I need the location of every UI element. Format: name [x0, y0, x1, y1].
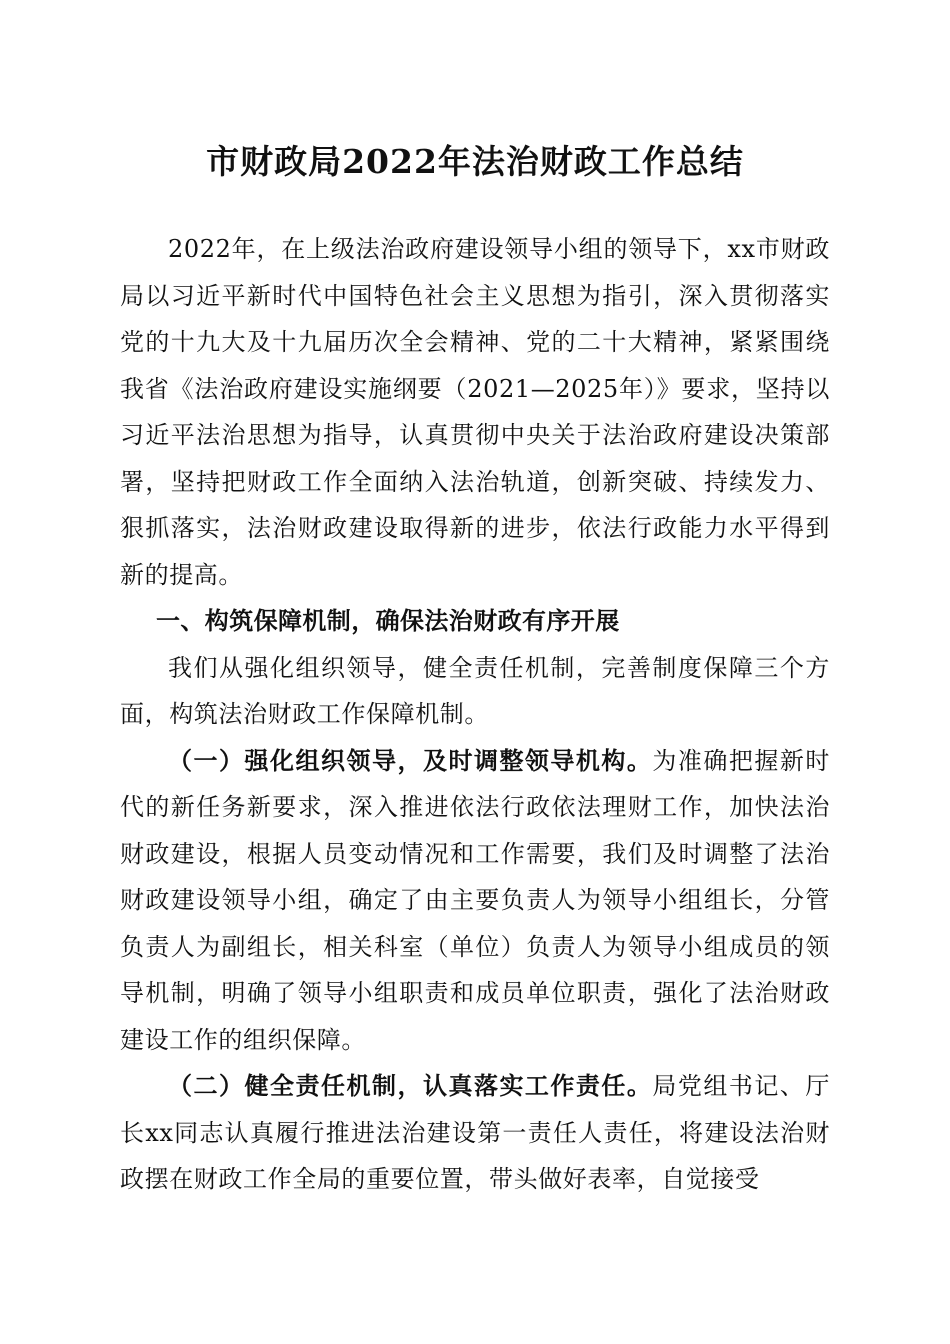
subsection-2-lead: （二）健全责任机制，认真落实工作责任。 — [168, 1072, 653, 1100]
subsection-2-paragraph — [120, 1063, 830, 1203]
section-1-paragraph: 我们从强化组织领导，健全责任机制，完善制度保障三个方面，构筑法治财政工作保障机制。 — [120, 653, 830, 728]
subsection-1-paragraph — [120, 738, 830, 1064]
document-body — [120, 226, 830, 1203]
subsection-1-text: 为准确把握新时代的新任务新要求，深入推进依法行政依法理财工作，加快法治财政建设，根据人员变动情况和工作需要，我们及时调整了法治财政建设领导小组，确定了由主要负责人为领导小组组长，分管负责人为副组长，相关科室（单位）负责人为领导小组成员的领导机制，明确了领导小组职责和成员单位职责，强化了法治财政建设工作的组织保障。 — [120, 746, 830, 1054]
subsection-2-text: 局党组书记、厅长xx同志认真履行推进法治建设第一责任人责任，将建设法治财政摆在财政工作全局的重要位置，带头做好表率，自觉接受 — [120, 1072, 830, 1193]
section-1-heading: 一、构筑保障机制，确保法治财政有序开展 — [156, 607, 620, 635]
subsection-1-lead: （一）强化组织领导，及时调整领导机构。 — [168, 746, 653, 775]
document-title: 市财政局2022年法治财政工作总结 — [206, 142, 744, 181]
intro-paragraph: 2022年，在上级法治政府建设领导小组的领导下，xx市财政局以习近平新时代中国特色社会主义思想为指引，深入贯彻落实党的十九大及十九届历次全会精神、党的二十大精神，紧紧围绕我省《法治政府建设实施纲要（2021—2025年）》要求，坚持以习近平法治思想为指导，认真贯彻中央关于法治政府建设决策部署，坚持把财政工作全面纳入法治轨道，创新突破、持续发力、狠抓落实，法治财政建设取得新的进步，依法行政能力水平得到新的提高。 — [120, 235, 830, 589]
